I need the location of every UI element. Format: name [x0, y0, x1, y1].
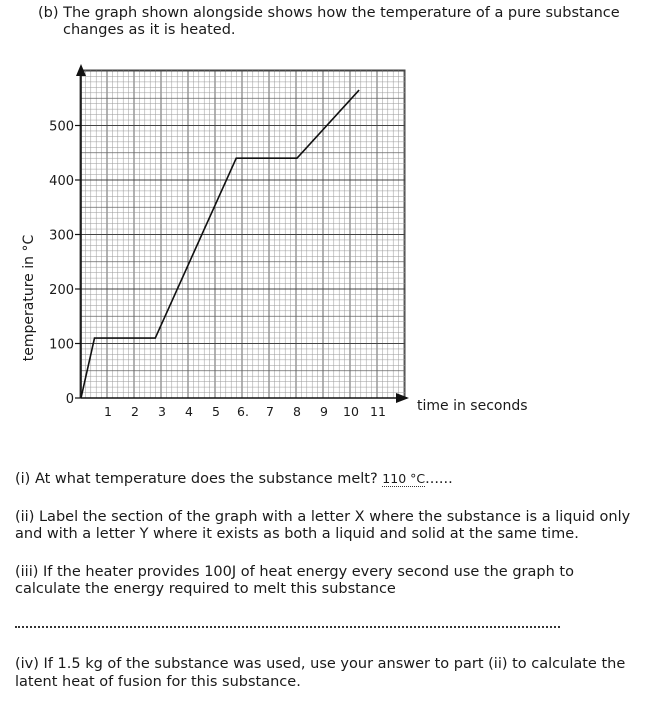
answer-dotted-line[interactable]	[15, 626, 560, 628]
chart-grid	[80, 70, 405, 398]
question-i-text: (i) At what temperature does the substance melt?	[15, 471, 378, 487]
y-tick-label: 500	[49, 119, 74, 135]
question-iii-line-2: calculate the energy required to melt this substance	[15, 581, 396, 597]
x-tick-label: 5	[212, 404, 220, 419]
x-tick-label: 1	[104, 404, 112, 419]
x-tick-label: 9	[320, 404, 328, 419]
y-axis-ticks	[49, 120, 81, 408]
question-iv-line-2: latent heat of fusion for this substance.	[15, 674, 301, 690]
x-tick-label: 2	[131, 404, 139, 419]
question-intro-line-2: changes as it is heated.	[63, 22, 236, 38]
x-tick-label: 8	[293, 404, 301, 419]
x-tick-label: 4	[185, 404, 193, 419]
x-tick-label: 11	[370, 404, 386, 419]
x-tick-label: 6.	[237, 404, 249, 419]
question-ii-line-2: and with a letter Y where it exists as both a liquid and solid at the same time.	[15, 526, 579, 542]
question-i-answer: 110 °C	[382, 471, 426, 486]
y-tick-label: 100	[49, 337, 74, 353]
question-i-dots: ......	[425, 471, 453, 487]
x-axis-label: time in seconds	[417, 398, 528, 414]
x-tick-label: 3	[158, 404, 166, 419]
x-axis-ticks	[104, 404, 386, 419]
question-iv-line-1: (iv) If 1.5 kg of the substance was used, use your answer to part (ii) to calculate the	[15, 656, 626, 672]
y-tick-label: 300	[49, 228, 74, 244]
y-axis-label: temperature in °C	[21, 234, 37, 362]
question-i	[15, 470, 453, 488]
temperature-time-chart	[0, 60, 560, 430]
question-ii-line-1: (ii) Label the section of the graph with a letter X where the substance is a liquid only	[15, 509, 631, 525]
question-intro-line-1: (b) The graph shown alongside shows how the temperature of a pure substance	[38, 5, 620, 21]
y-tick-label: 200	[49, 283, 74, 298]
x-tick-label: 7	[266, 404, 274, 419]
y-tick-label: 0	[65, 392, 74, 407]
question-iii-line-1: (iii) If the heater provides 100J of heat energy every second use the graph to	[15, 564, 574, 580]
y-tick-label: 400	[49, 174, 74, 189]
x-tick-label: 10	[343, 404, 359, 419]
